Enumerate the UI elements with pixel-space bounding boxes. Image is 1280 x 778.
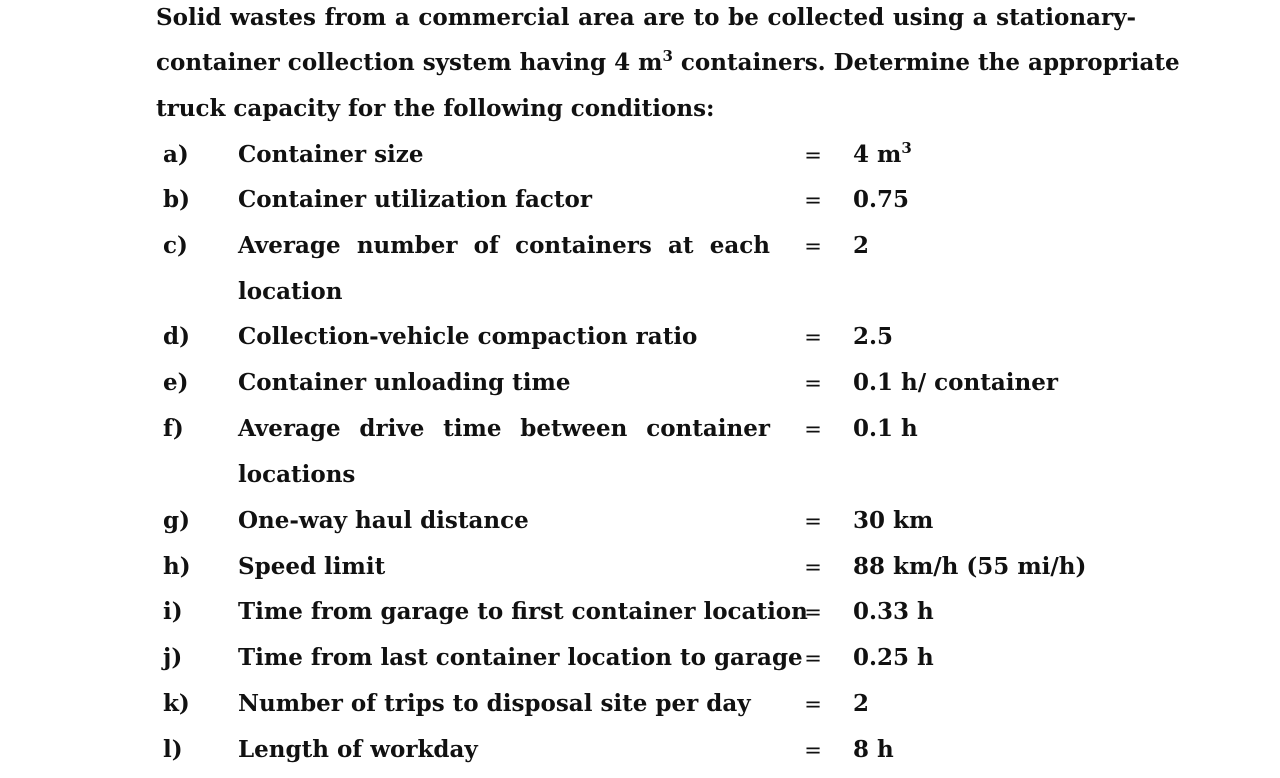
condition-value: 2 bbox=[853, 232, 870, 259]
condition-value bbox=[853, 140, 1253, 170]
equals-sign: = bbox=[804, 371, 822, 395]
equals-sign: = bbox=[804, 188, 822, 212]
condition-letter: i) bbox=[163, 598, 183, 625]
condition-label: One-way haul distance bbox=[238, 507, 529, 534]
equals-sign: = bbox=[804, 600, 822, 624]
condition-label: Time from last container location to garage bbox=[238, 644, 803, 671]
condition-letter: a) bbox=[163, 141, 189, 168]
condition-label: Time from garage to first container location bbox=[238, 598, 808, 625]
condition-row-k bbox=[0, 689, 1280, 719]
condition-value: 0.25 h bbox=[853, 644, 934, 671]
condition-value: 0.1 h bbox=[853, 415, 918, 442]
equals-sign: = bbox=[804, 509, 822, 533]
condition-row-c bbox=[0, 231, 1280, 261]
equals-sign: = bbox=[804, 325, 822, 349]
condition-row-b bbox=[0, 185, 1280, 215]
condition-value: 8 h bbox=[853, 736, 894, 763]
condition-value: 0.75 bbox=[853, 186, 910, 213]
condition-row-i bbox=[0, 597, 1280, 627]
intro-line-2-end: containers. Determine the appropriate bbox=[672, 49, 1180, 76]
condition-value: 2 bbox=[853, 690, 870, 717]
equals-sign: = bbox=[804, 143, 822, 167]
condition-row-d bbox=[0, 322, 1280, 352]
equals-sign: = bbox=[804, 738, 822, 762]
condition-letter: k) bbox=[163, 690, 190, 717]
condition-label: Speed limit bbox=[238, 553, 386, 580]
condition-value: 30 km bbox=[853, 507, 934, 534]
intro-line-2-start: container collection system having 4 m bbox=[156, 49, 663, 76]
condition-row-e bbox=[0, 368, 1280, 398]
condition-letter: d) bbox=[163, 323, 190, 350]
condition-value-superscript: 3 bbox=[901, 139, 912, 157]
condition-label: Container unloading time bbox=[238, 369, 571, 396]
condition-label: Container size bbox=[238, 141, 424, 168]
intro-line-1: Solid wastes from a commercial area are to be collected using a stationary- bbox=[156, 4, 1136, 31]
condition-letter: f) bbox=[163, 415, 184, 442]
condition-letter: h) bbox=[163, 553, 191, 580]
condition-label: Collection-vehicle compaction ratio bbox=[238, 323, 698, 350]
equals-sign: = bbox=[804, 417, 822, 441]
condition-label: Average number of containers at each bbox=[238, 232, 770, 259]
condition-row-f bbox=[0, 414, 1280, 444]
condition-label-continuation: locations bbox=[238, 461, 356, 488]
condition-row-j bbox=[0, 643, 1280, 673]
condition-value: 2.5 bbox=[853, 323, 894, 350]
condition-value: 0.33 h bbox=[853, 598, 934, 625]
condition-label-continuation: location bbox=[238, 278, 343, 305]
condition-label: Container utilization factor bbox=[238, 186, 592, 213]
condition-letter: j) bbox=[163, 644, 183, 671]
condition-row-a bbox=[0, 140, 1280, 170]
condition-row-g bbox=[0, 506, 1280, 536]
condition-letter: b) bbox=[163, 186, 190, 213]
intro-line-2 bbox=[156, 47, 1180, 78]
condition-label: Length of workday bbox=[238, 736, 478, 763]
condition-letter: c) bbox=[163, 232, 188, 259]
condition-value: 0.1 h/ container bbox=[853, 369, 1058, 396]
condition-letter: l) bbox=[163, 736, 183, 763]
intro-superscript: 3 bbox=[662, 47, 673, 65]
condition-letter: e) bbox=[163, 369, 189, 396]
equals-sign: = bbox=[804, 555, 822, 579]
condition-label: Number of trips to disposal site per day bbox=[238, 690, 751, 717]
equals-sign: = bbox=[804, 692, 822, 716]
condition-row-l bbox=[0, 735, 1280, 765]
condition-value: 88 km/h (55 mi/h) bbox=[853, 553, 1087, 580]
equals-sign: = bbox=[804, 646, 822, 670]
condition-value-text: 4 m bbox=[853, 141, 902, 168]
equals-sign: = bbox=[804, 234, 822, 258]
intro-line-3: truck capacity for the following conditions: bbox=[156, 95, 715, 122]
condition-row-h bbox=[0, 552, 1280, 582]
condition-letter: g) bbox=[163, 507, 190, 534]
condition-label: Average drive time between container bbox=[238, 415, 770, 442]
